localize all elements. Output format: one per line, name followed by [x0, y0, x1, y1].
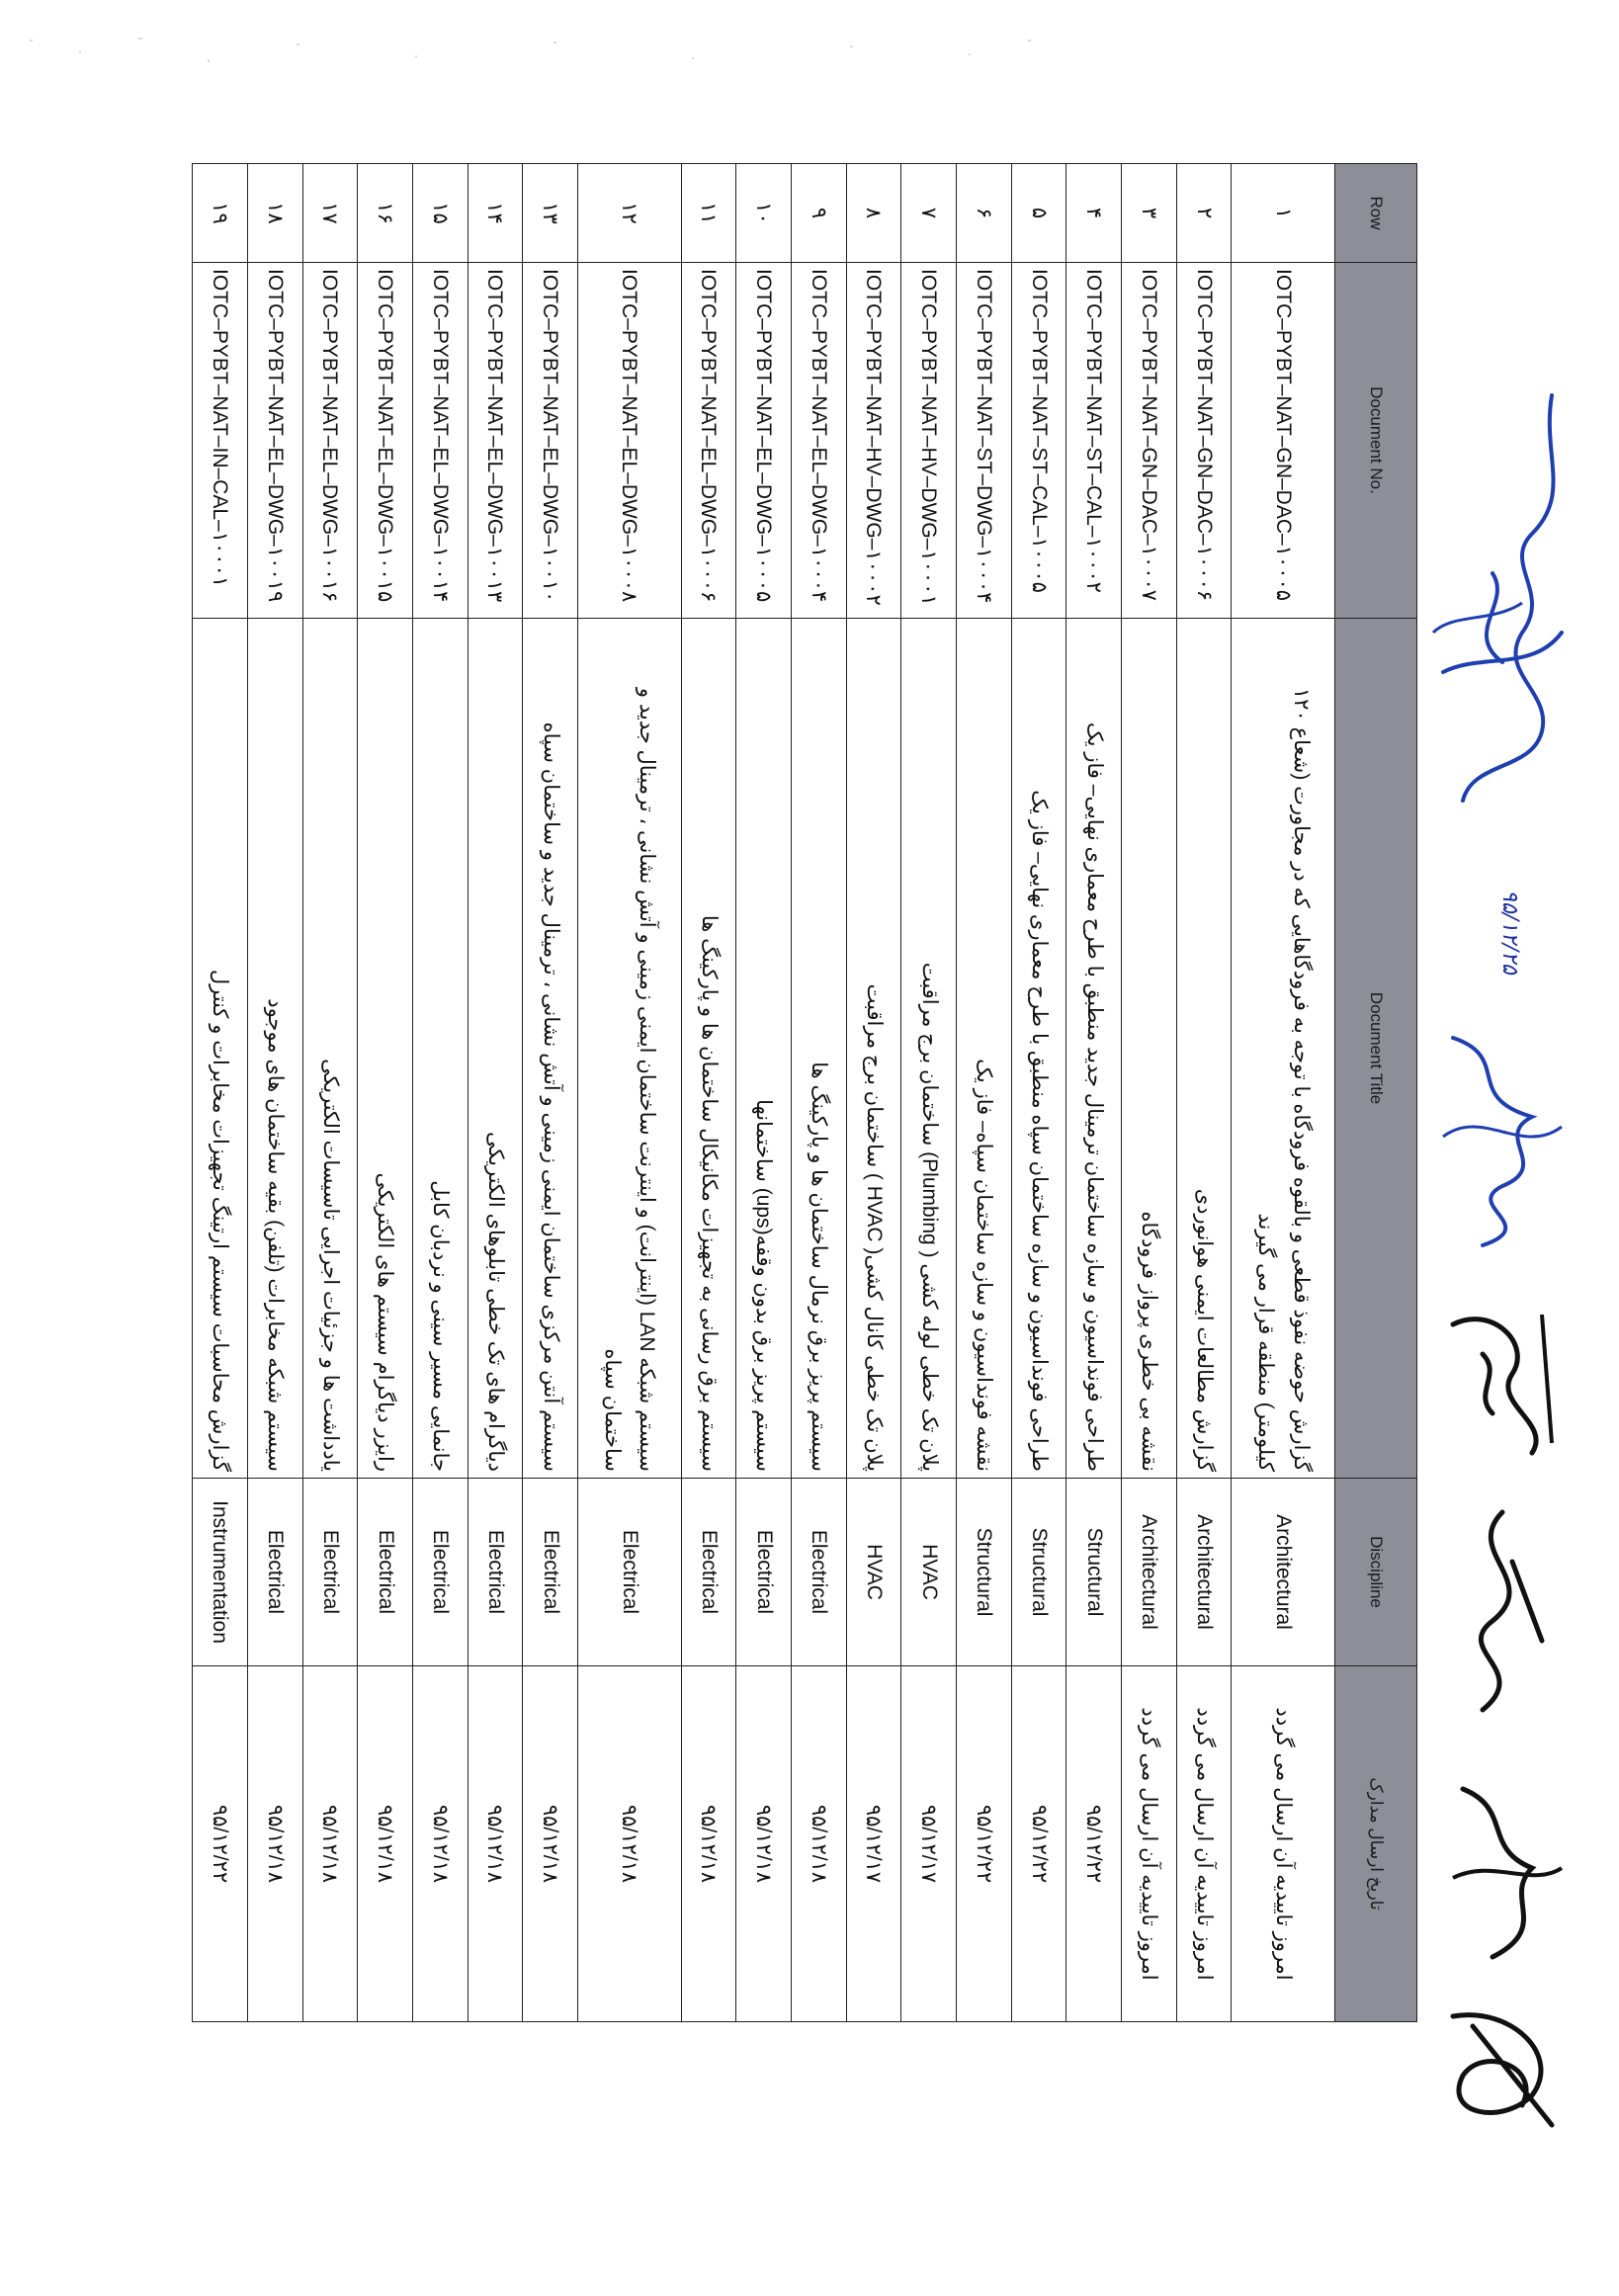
table-row [468, 164, 523, 2022]
send-date-cell: ۹۵/۱۲/۲۲ [957, 1666, 1012, 2022]
send-date-cell: ۹۵/۱۲/۱۸ [247, 1666, 302, 2022]
header-send-date: تاریخ ارسال مدارک [1335, 1666, 1417, 2022]
header-document-no: Document No. [1335, 263, 1417, 619]
table-row [578, 164, 682, 2022]
table-row [358, 164, 413, 2022]
signature-blue-top [1404, 376, 1601, 850]
table-row [412, 164, 468, 2022]
scan-noise [0, 30, 1087, 79]
signature-black-2 [1423, 1502, 1581, 1759]
handwritten-date [1463, 890, 1532, 1008]
document-title-cell: گزارش محاسبات سیستم ارتینگ تجهیزات مخابرات و کنترل [193, 619, 248, 1479]
rotated-document [192, 163, 1417, 2021]
row-number-cell: ۱۰ [736, 164, 792, 263]
document-title-cell: سیستم شبکه مخابرات (تلفن) بقیه ساختمان های موجود [247, 619, 302, 1479]
document-title-cell: نقشه فونداسیون و سازه ساختمان سپاه– فاز یک [957, 619, 1012, 1479]
row-number-cell: ۸ [846, 164, 901, 263]
row-number-cell: ۵ [1011, 164, 1066, 263]
discipline-cell: Electrical [302, 1479, 358, 1666]
document-no-cell: IOTC–PYBT–NAT–GN–DAC–۱۰۰۰۷ [1122, 263, 1177, 619]
document-title-cell: سیستم آنتن مرکزی ساختمان ایمنی زمینی و آتش نشانی ، ترمینال جدید و ساختمان سپاه [523, 619, 578, 1479]
send-date-cell: ۹۵/۱۲/۱۸ [523, 1666, 578, 2022]
send-date-cell: ۹۵/۱۲/۱۷ [901, 1666, 957, 2022]
row-number-cell: ۱۶ [358, 164, 413, 263]
send-date-cell: ۹۵/۱۲/۱۸ [468, 1666, 523, 2022]
row-number-cell: ۱۳ [523, 164, 578, 263]
table-row [1122, 164, 1177, 2022]
document-no-cell: IOTC–PYBT–NAT–EL–DWG–۱۰۰۰۵ [736, 263, 792, 619]
document-no-cell: IOTC–PYBT–NAT–HV–DWG–۱۰۰۰۲ [846, 263, 901, 619]
document-title-cell: سیستم پریز برق بدون وقفه(ups) ساختمانها [736, 619, 792, 1479]
documents-table [192, 163, 1417, 2022]
row-number-cell: ۲ [1176, 164, 1232, 263]
table-row [523, 164, 578, 2022]
row-number-cell: ۷ [901, 164, 957, 263]
discipline-cell: Architectural [1232, 1479, 1335, 1666]
table-row [193, 164, 248, 2022]
table-row [302, 164, 358, 2022]
document-no-cell: IOTC–PYBT–NAT–EL–DWG–۱۰۰۱۶ [302, 263, 358, 619]
send-date-cell: ۹۵/۱۲/۲۲ [1011, 1666, 1066, 2022]
document-title-cell: نقشه بی خطری پرواز فرودگاه [1122, 619, 1177, 1479]
document-no-cell: IOTC–PYBT–NAT–GN–DAC–۱۰۰۰۵ [1232, 263, 1335, 619]
table-header-row [1335, 164, 1417, 2022]
document-no-cell: IOTC–PYBT–NAT–ST–CAL–۱۰۰۰۵ [1011, 263, 1066, 619]
row-number-cell: ۱۴ [468, 164, 523, 263]
handwritten-date-text: ۹۵/۱۲/۲۵ [1497, 890, 1522, 975]
send-date-cell: ۹۵/۱۲/۱۸ [412, 1666, 468, 2022]
signature-black-3 [1423, 1769, 1581, 1987]
document-title-cell: پلان تک خطی کانال کشی( HVAC ) ساختمان برج مراقبت [846, 619, 901, 1479]
row-number-cell: ۱۸ [247, 164, 302, 263]
row-number-cell: ۱۲ [578, 164, 682, 263]
header-row: Row [1335, 164, 1417, 263]
discipline-cell: Electrical [523, 1479, 578, 1666]
discipline-cell: Architectural [1176, 1479, 1232, 1666]
table-row [957, 164, 1012, 2022]
send-date-cell: ۹۵/۱۲/۲۲ [193, 1666, 248, 2022]
row-number-cell: ۱۷ [302, 164, 358, 263]
document-no-cell: IOTC–PYBT–NAT–IN–CAL–۱۰۰۰۱ [193, 263, 248, 619]
document-no-cell: IOTC–PYBT–NAT–EL–DWG–۱۰۰۱۴ [412, 263, 468, 619]
document-no-cell: IOTC–PYBT–NAT–ST–CAL–۱۰۰۰۲ [1066, 263, 1122, 619]
header-discipline: Discipline [1335, 1479, 1417, 1666]
send-date-cell: ۹۵/۱۲/۱۸ [681, 1666, 736, 2022]
discipline-cell: Instrumentation [193, 1479, 248, 1666]
table-row [681, 164, 736, 2022]
document-title-cell: رایزر دیاگرام سیستم های الکتریکی [358, 619, 413, 1479]
document-no-cell: IOTC–PYBT–NAT–EL–DWG–۱۰۰۰۶ [681, 263, 736, 619]
discipline-cell: Electrical [578, 1479, 682, 1666]
discipline-cell: HVAC [901, 1479, 957, 1666]
header-document-title: Document Title [1335, 619, 1417, 1479]
send-date-cell: ۹۵/۱۲/۱۷ [846, 1666, 901, 2022]
table-row [1011, 164, 1066, 2022]
document-title-cell: سیستم شبکه LAN (اینترانت) و اینترنت ساختمان ایمنی زمینی و آتش نشانی ، ترمینال جدید و ساختمان سپاه [578, 619, 682, 1479]
table-row [1232, 164, 1335, 2022]
discipline-cell: Electrical [247, 1479, 302, 1666]
row-number-cell: ۱۹ [193, 164, 248, 263]
send-date-cell: ۹۵/۱۲/۱۸ [302, 1666, 358, 2022]
send-date-cell: ۹۵/۱۲/۱۸ [578, 1666, 682, 2022]
table-row [791, 164, 846, 2022]
send-date-cell: امروز تاییدیه آن ارسال می گردد [1232, 1666, 1335, 2022]
send-date-cell: امروز تاییدیه آن ارسال می گردد [1176, 1666, 1232, 2022]
document-no-cell: IOTC–PYBT–NAT–EL–DWG–۱۰۰۰۸ [578, 263, 682, 619]
row-number-cell: ۹ [791, 164, 846, 263]
document-no-cell: IOTC–PYBT–NAT–GN–DAC–۱۰۰۰۶ [1176, 263, 1232, 619]
send-date-cell: ۹۵/۱۲/۲۲ [1066, 1666, 1122, 2022]
discipline-cell: HVAC [846, 1479, 901, 1666]
document-no-cell: IOTC–PYBT–NAT–EL–DWG–۱۰۰۱۳ [468, 263, 523, 619]
table-row [1176, 164, 1232, 2022]
signature-blue-middle [1423, 1018, 1581, 1255]
discipline-cell: Structural [1066, 1479, 1122, 1666]
row-number-cell: ۱۱ [681, 164, 736, 263]
send-date-cell: ۹۵/۱۲/۱۸ [358, 1666, 413, 2022]
row-number-cell: ۶ [957, 164, 1012, 263]
document-title-cell: سیستم پریز برق نرمال ساختمان ها و پارکینگ ها [791, 619, 846, 1479]
discipline-cell: Electrical [358, 1479, 413, 1666]
discipline-cell: Architectural [1122, 1479, 1177, 1666]
document-title-cell: جانمایی مسیر سینی و نردبان کابل [412, 619, 468, 1479]
document-title-cell: پلان تک خطی لوله کشی ( Plumbing) ساختمان برج مراقبت [901, 619, 957, 1479]
discipline-cell: Electrical [791, 1479, 846, 1666]
send-date-cell: امروز تاییدیه آن ارسال می گردد [1122, 1666, 1177, 2022]
row-number-cell: ۱۵ [412, 164, 468, 263]
document-no-cell: IOTC–PYBT–NAT–EL–DWG–۱۰۰۱۹ [247, 263, 302, 619]
document-no-cell: IOTC–PYBT–NAT–EL–DWG–۱۰۰۰۴ [791, 263, 846, 619]
document-title-cell: سیستم برق رسانی به تجهیزات مکانیکال ساختمان ها و پارکینگ ها [681, 619, 736, 1479]
document-no-cell: IOTC–PYBT–NAT–EL–DWG–۱۰۰۱۰ [523, 263, 578, 619]
send-date-cell: ۹۵/۱۲/۱۸ [736, 1666, 792, 2022]
document-no-cell: IOTC–PYBT–NAT–EL–DWG–۱۰۰۱۵ [358, 263, 413, 619]
table-row [1066, 164, 1122, 2022]
table-row [901, 164, 957, 2022]
discipline-cell: Structural [1011, 1479, 1066, 1666]
document-title-cell: یادداشت ها و جزئیات اجرایی تاسیسات الکتریکی [302, 619, 358, 1479]
document-no-cell: IOTC–PYBT–NAT–HV–DWG–۱۰۰۰۱ [901, 263, 957, 619]
discipline-cell: Electrical [681, 1479, 736, 1666]
document-title-cell: دیاگرام های تک خطی تابلوهای الکتریکی [468, 619, 523, 1479]
table-row [846, 164, 901, 2022]
row-number-cell: ۳ [1122, 164, 1177, 263]
table-row [247, 164, 302, 2022]
document-title-cell: طراحی فونداسیون و سازه ساختمان سپاه منطبق با طرح معماری نهایی– فاز یک [1011, 619, 1066, 1479]
document-title-cell: طراحی فونداسیون و سازه ساختمان ترمینال جدید منطبق با طرح معماری نهایی– فاز یک [1066, 619, 1122, 1479]
document-no-cell: IOTC–PYBT–NAT–ST–DWG–۱۰۰۰۴ [957, 263, 1012, 619]
row-number-cell: ۱ [1232, 164, 1335, 263]
signature-black-4 [1413, 1997, 1591, 2145]
row-number-cell: ۴ [1066, 164, 1122, 263]
discipline-cell: Electrical [736, 1479, 792, 1666]
discipline-cell: Structural [957, 1479, 1012, 1666]
signature-black-1 [1433, 1285, 1591, 1483]
send-date-cell: ۹۵/۱۲/۱۸ [791, 1666, 846, 2022]
document-title-cell: گزارش حوضه نفوذ قطعی و بالقوه فرودگاه با توجه به فرودگاهایی که در مجاورت (شعاع ۱۲۰ کیلومتر) منطقه قرار می گیرند [1232, 619, 1335, 1479]
discipline-cell: Electrical [468, 1479, 523, 1666]
document-title-cell: گزارش مطالعات ایمنی هوانوردی [1176, 619, 1232, 1479]
table-row [736, 164, 792, 2022]
discipline-cell: Electrical [412, 1479, 468, 1666]
